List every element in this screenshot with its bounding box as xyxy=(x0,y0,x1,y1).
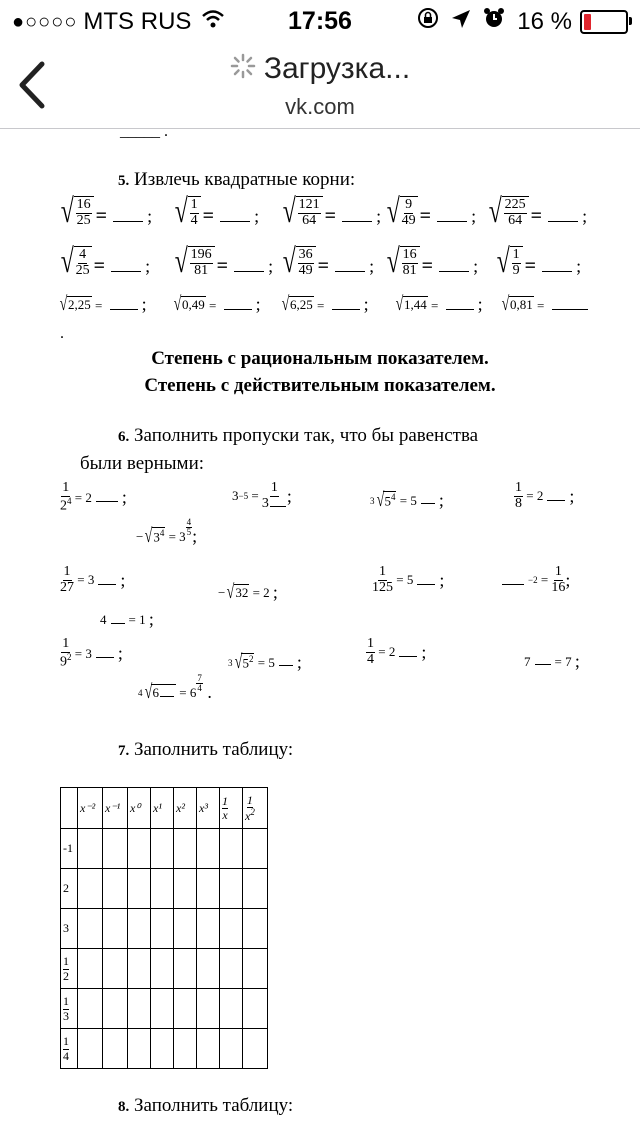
battery-icon xyxy=(580,10,628,34)
exercise: $\frac{1}{125}$ = 5 ; xyxy=(372,564,445,595)
table-header: $\frac{1}{x}$ xyxy=(220,788,243,829)
task-7-heading xyxy=(118,739,293,761)
exercise: $\frac{1}{4}$ = 2 ; xyxy=(367,636,427,667)
exercise: − √ 32 = 2 ; xyxy=(218,581,278,603)
exercise: 4 √ 6 = 6 $\frac{7}{4}$ . xyxy=(138,672,212,703)
table-header: $\frac{1}{x^2}$ xyxy=(243,788,268,829)
section-heading-2: Степень с действительным показателем. xyxy=(144,375,496,396)
task-5-text: Извлечь квадратные корни: xyxy=(134,169,356,190)
table-header: x⁰ xyxy=(128,788,151,829)
root-item: √ $\frac{9}{49}$ = ; xyxy=(386,193,477,230)
task-6-text-line-2: были верными: xyxy=(80,453,205,474)
table-row-header: $\frac{1}{3}$ xyxy=(61,989,78,1029)
loading-spinner-icon xyxy=(230,53,256,87)
top-fragment: _____ . xyxy=(120,129,168,140)
signal-icon: ●○○○○ xyxy=(12,10,78,33)
task-6-text: Заполнить пропуски так, что бы равенства xyxy=(134,425,479,446)
page-title-text: Загрузка... xyxy=(263,52,411,85)
task-5-number: 5. xyxy=(118,173,130,189)
task-8-heading xyxy=(118,1095,293,1117)
status-bar xyxy=(0,0,640,42)
page-title xyxy=(0,52,640,87)
root-item: √ $\frac{1}{9}$ = ; xyxy=(496,243,582,280)
alarm-icon xyxy=(483,7,505,36)
table-corner xyxy=(61,788,78,829)
exercise: − √ $3^4$ = 3 $\frac{4}{5}$ ; xyxy=(136,516,198,547)
page-url: vk.com xyxy=(285,94,355,119)
exercise: 3 √ $5^2$ = 5 ; xyxy=(228,651,302,673)
exercise: −2 = $\frac{1}{16}$ ; xyxy=(498,565,570,595)
root-item: √ $\frac{16}{81}$ = ; xyxy=(386,243,479,280)
task-6-heading xyxy=(118,425,586,447)
root-item: √ 0,49 = ; xyxy=(173,293,261,315)
powers-table xyxy=(60,787,268,1069)
exercise: $\frac{1}{8}$ = 2 ; xyxy=(515,480,575,511)
task-8-text: Заполнить таблицу: xyxy=(134,1095,294,1116)
table-header: x⁻¹ xyxy=(103,788,128,829)
table-header: x³ xyxy=(197,788,220,829)
exercise: 7 = 7 ; xyxy=(524,651,580,671)
exercise: $\frac{1}{27}$ = 3 ; xyxy=(60,564,126,595)
table-header: x² xyxy=(174,788,197,829)
root-item: √ 6,25 = ; xyxy=(281,293,369,315)
nav-bar xyxy=(0,42,640,129)
exercise: 3 √ $5^4$ = 5 ; xyxy=(370,489,444,511)
task-8-number: 8. xyxy=(118,1099,130,1115)
task-6-number: 6. xyxy=(118,429,130,445)
root-item: √ $\frac{36}{49}$ = ; xyxy=(282,243,375,280)
carrier-label: MTS RUS xyxy=(83,8,192,35)
exercise: 4 = 1 ; xyxy=(100,609,154,629)
root-item: √ $\frac{225}{64}$ = ; xyxy=(488,193,588,230)
task-7-text: Заполнить таблицу: xyxy=(134,739,294,760)
root-item: √ 2,25 = ; xyxy=(59,293,147,315)
root-item: √ 0,81 = xyxy=(500,293,592,316)
task-5-heading xyxy=(118,169,355,191)
battery-percent: 16 % xyxy=(517,7,572,35)
table-row-header: $\frac{1}{2}$ xyxy=(61,949,78,989)
table-header: x⁻² xyxy=(78,788,103,829)
rotation-lock-icon xyxy=(417,7,439,36)
location-icon xyxy=(451,8,471,36)
exercise: 3 −5 = $\frac{1}{3}$ ; xyxy=(232,480,292,511)
clock: 17:56 xyxy=(288,7,352,35)
root-item: √ $\frac{16}{25}$ = ; xyxy=(60,193,153,230)
task-7-number: 7. xyxy=(118,743,130,759)
root-item: √ $\frac{121}{64}$ = ; xyxy=(282,193,382,230)
table-row-header: 3 xyxy=(61,909,78,949)
root-item: √ $\frac{4}{25}$ = ; xyxy=(60,243,151,280)
section-heading-1: Степень с рациональным показателем. xyxy=(151,348,489,369)
table-row-header: 2 xyxy=(61,869,78,909)
table-row-header: -1 xyxy=(61,829,78,869)
roots-row-2 xyxy=(58,245,638,291)
document-view[interactable] xyxy=(0,129,640,1136)
root-item: √ $\frac{196}{81}$ = ; xyxy=(174,243,274,280)
stray-dot: . xyxy=(60,325,64,342)
exercise: $\frac{1}{2^4}$ = 2 ; xyxy=(60,480,127,514)
roots-row-1 xyxy=(58,195,638,241)
table-header: x¹ xyxy=(151,788,174,829)
table-row-header: $\frac{1}{4}$ xyxy=(61,1029,78,1069)
exercise: $\frac{1}{9^2}$ = 3 ; xyxy=(60,636,123,670)
root-item: √ $\frac{1}{4}$ = ; xyxy=(174,193,260,230)
root-item: √ 1,44 = ; xyxy=(395,293,483,315)
roots-row-3 xyxy=(58,293,638,319)
